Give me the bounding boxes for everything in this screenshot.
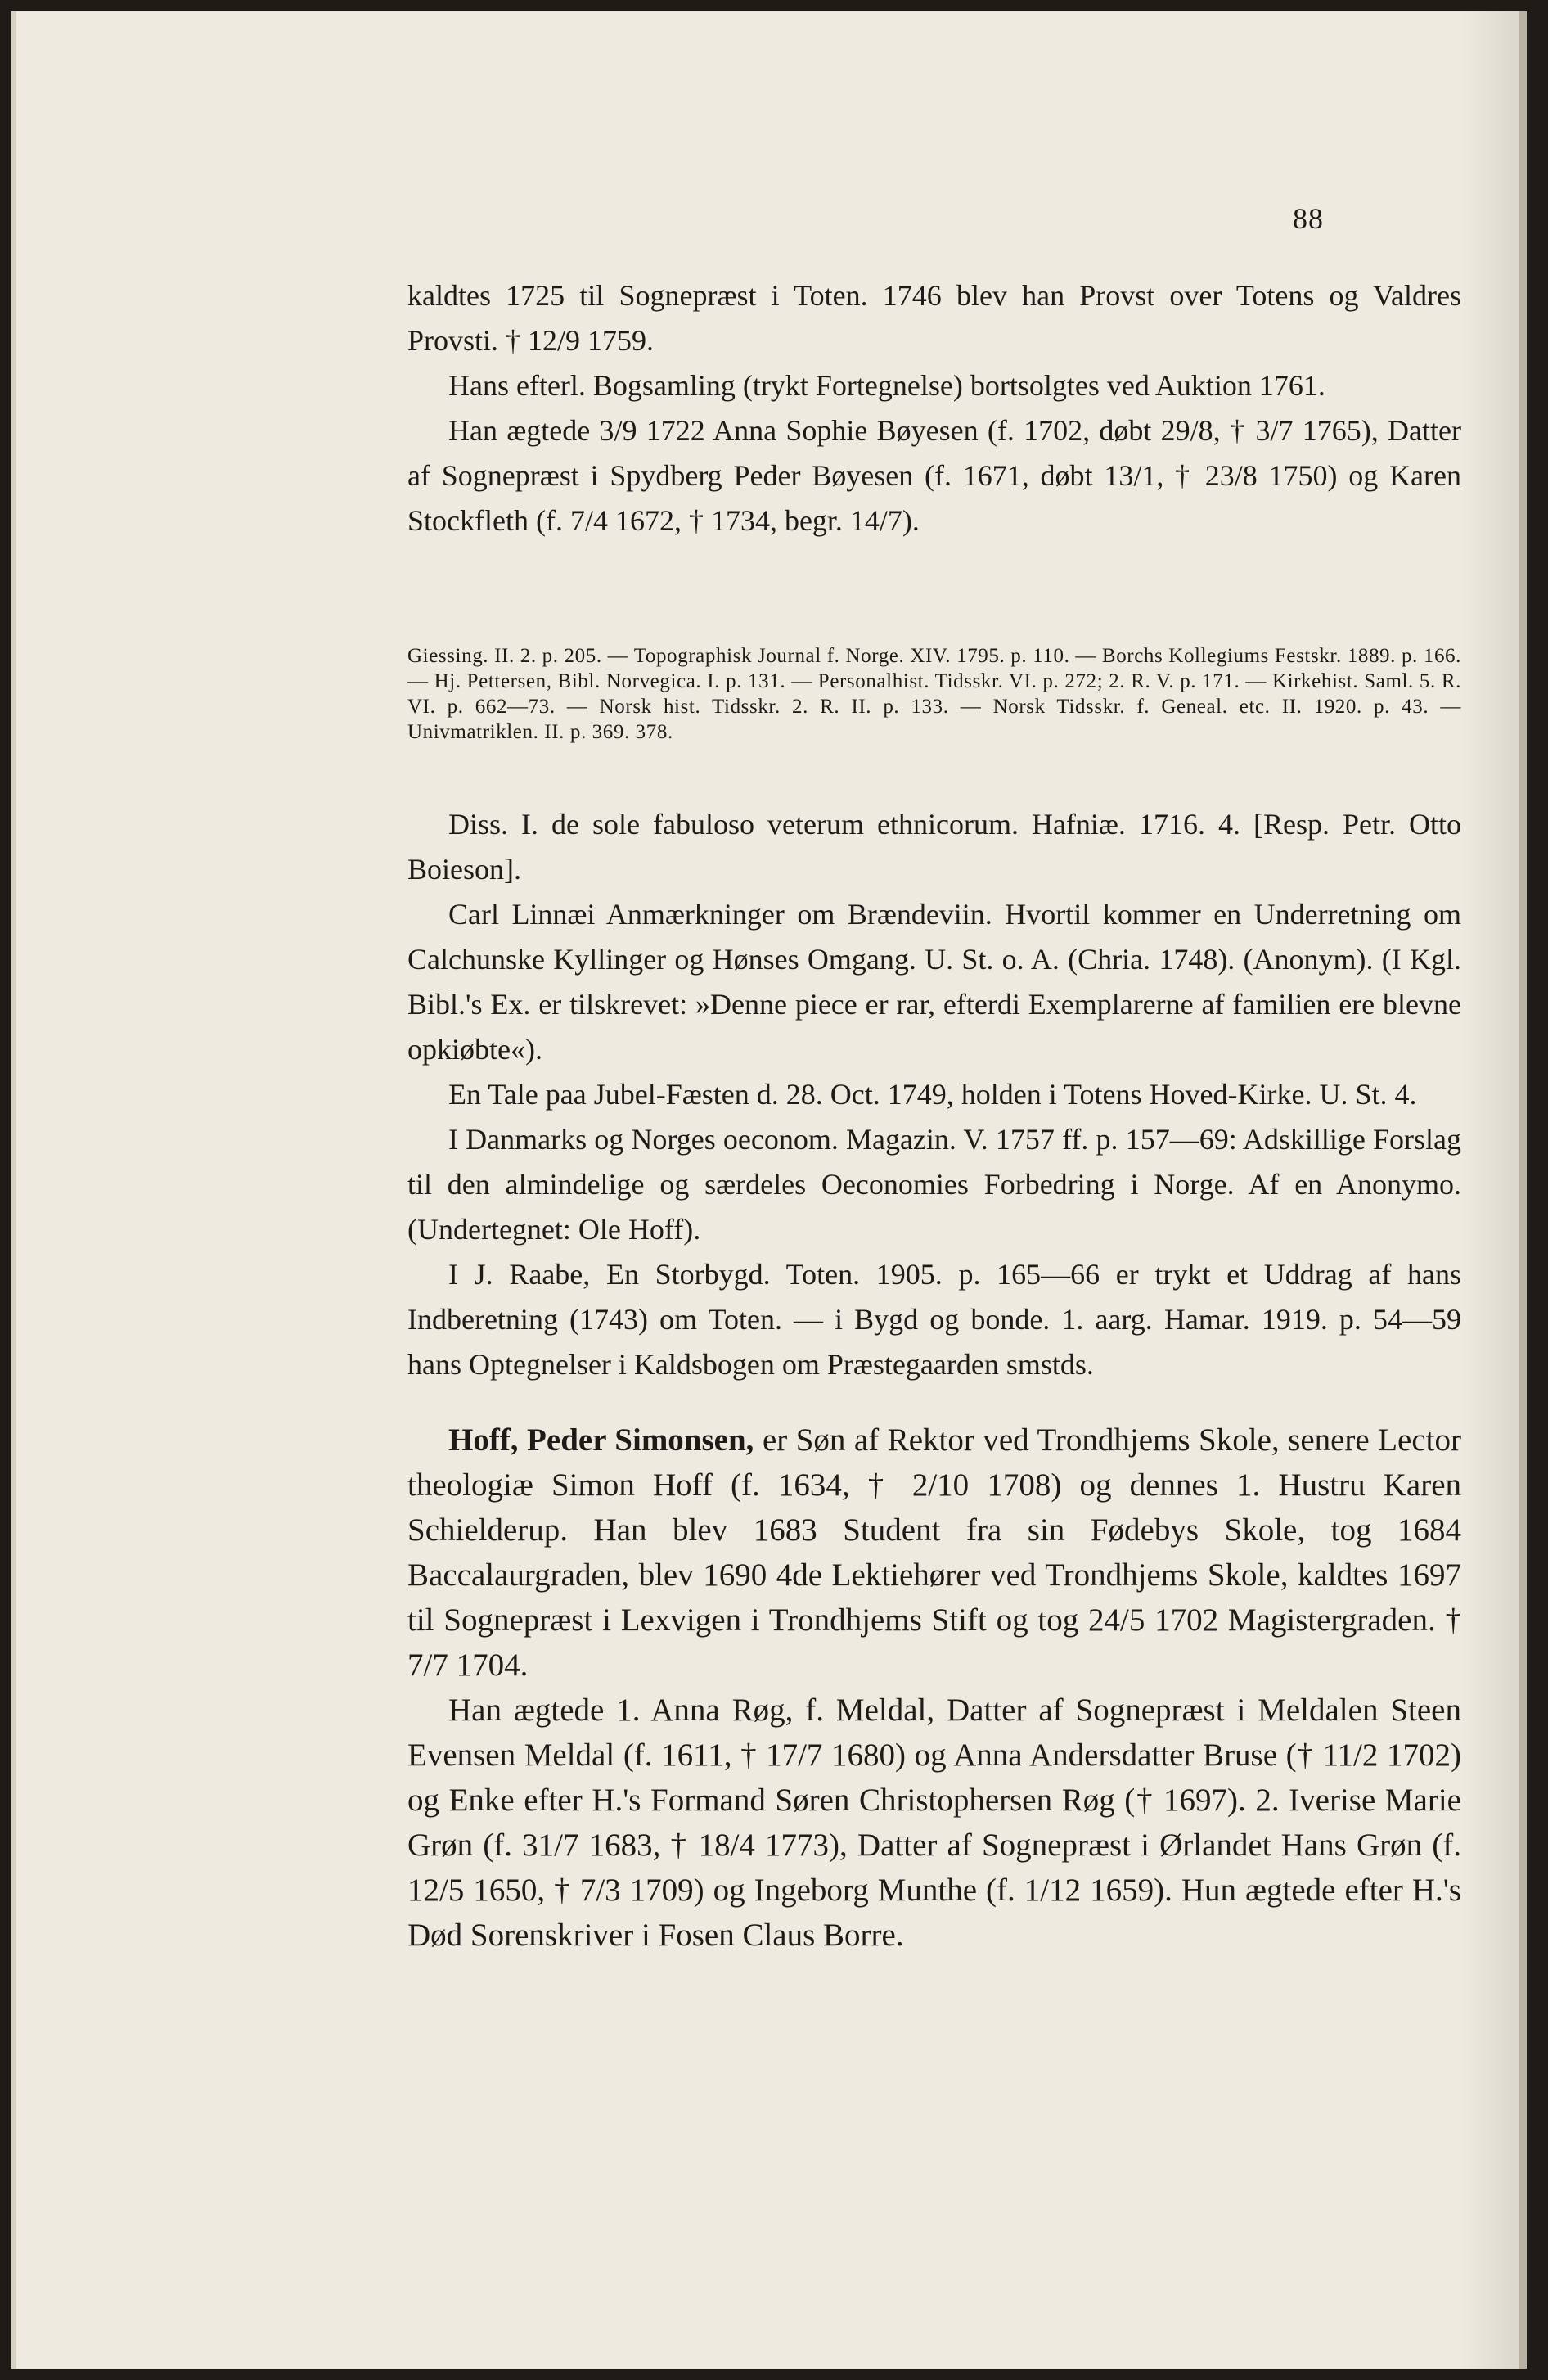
entry-text: er Søn af Rektor ved Trondhjems Skole, senere Lector theologiæ Simon Hoff (f. 1634, † 2/10 1708) og dennes 1. Hustru Karen Schielderup. Han blev 1683 Student fra sin Fødebys Skole, tog 1684 Baccalaurgraden, blev 1690 4de Lektiehører ved Trondhjems Skole, kaldtes 1697 til Sognepræst i Lexvigen i Trondhjems Stift og tog 24/5 1702 Magistergraden. † 7/7 1704. xyxy=(407,1422,1461,1683)
entry-paragraph xyxy=(407,1418,1461,1688)
entry-paragraph: Han ægtede 3/9 1722 Anna Sophie Bøyesen (f. 1702, døbt 29/8, † 3/7 1765), Datter af Sognepræst i Spydberg Peder Bøyesen (f. 1671, døbt 13/1, † 23/8 1750) og Karen Stockfleth (f. 7/4 1672, † 1734, begr. 14/7). xyxy=(407,414,1461,537)
references: Giessing. II. 2. p. 205. — Topographisk Journal f. Norge. XIV. 1795. p. 110. — Borchs Kollegiums Festskr. 1889. p. 166. — Hj. Pettersen, Bibl. Norvegica. I. p. 131. — Personalhist. Tidsskr. VI. p. 272; 2. R. V. p. 171. — Kirkehist. Saml. 5. R. VI. p. 662—73. — Norsk hist. Tidsskr. 2. R. II. p. 133. — Norsk Tidsskr. f. Geneal. etc. II. 1920. p. 43. — Univmatriklen. II. p. 369. 378. xyxy=(407,645,1461,743)
page-number: 88 xyxy=(1293,202,1324,235)
entry-paragraph: kaldtes 1725 til Sognepræst i Toten. 1746 blev han Provst over Totens og Valdres Provsti. † 12/9 1759. xyxy=(407,279,1461,357)
work-item: Diss. I. de sole fabuloso veterum ethnicorum. Hafniæ. 1716. 4. [Resp. Petr. Otto Boieson]. xyxy=(407,808,1461,886)
work-item: Carl Linnæi Anmærkninger om Brændeviin. Hvortil kommer en Underretning om Calchunske Kyllinger og Hønses Omgang. U. St. o. A. (Chria. 1748). (Anonym). (I Kgl. Bibl.'s Ex. er tilskrevet: »Denne piece er rar, efterdi Exemplarerne af familien ere blevne opkiøbte«). xyxy=(407,898,1461,1066)
new-entry-section xyxy=(407,1418,1461,1958)
entry-name: Hoff, Peder Simonsen, xyxy=(448,1422,754,1458)
work-item: En Tale paa Jubel-Fæsten d. 28. Oct. 1749, holden i Totens Hoved-Kirke. U. St. 4. xyxy=(448,1078,1417,1111)
entry-paragraph: Hans efterl. Bogsamling (trykt Fortegnelse) bortsolgtes ved Auktion 1761. xyxy=(448,369,1325,402)
references-section xyxy=(407,643,1461,745)
work-item: I Danmarks og Norges oeconom. Magazin. V. 1757 ff. p. 157—69: Adskillige Forslag til den almindelige og særdeles Oeconomies Forbedring i Norge. Af en Anonymo. (Undertegnet: Ole Hoff). xyxy=(407,1123,1461,1246)
work-item: I J. Raabe, En Storbygd. Toten. 1905. p. 165—66 er trykt et Uddrag af hans Indberetning (1743) om Toten. — i Bygd og bonde. 1. aarg. Hamar. 1919. p. 54—59 hans Optegnelser i Kaldsbogen om Præstegaarden smstds. xyxy=(407,1258,1461,1381)
works-list xyxy=(407,802,1461,1387)
book-page xyxy=(11,11,1527,2369)
entry-paragraph: Han ægtede 1. Anna Røg, f. Meldal, Datter af Sognepræst i Meldalen Steen Evensen Meldal (f. 1611, † 17/7 1680) og Anna Andersdatter Bruse († 11/2 1702) og Enke efter H.'s Formand Søren Christophersen Røg († 1697). 2. Iverise Marie Grøn (f. 31/7 1683, † 18/4 1773), Datter af Sognepræst i Ørlandet Hans Grøn (f. 12/5 1650, † 7/3 1709) og Ingeborg Munthe (f. 1/12 1659). Hun ægtede efter H.'s Død Sorenskriver i Fosen Claus Borre. xyxy=(407,1693,1461,1953)
entry-continued-section xyxy=(407,273,1461,543)
